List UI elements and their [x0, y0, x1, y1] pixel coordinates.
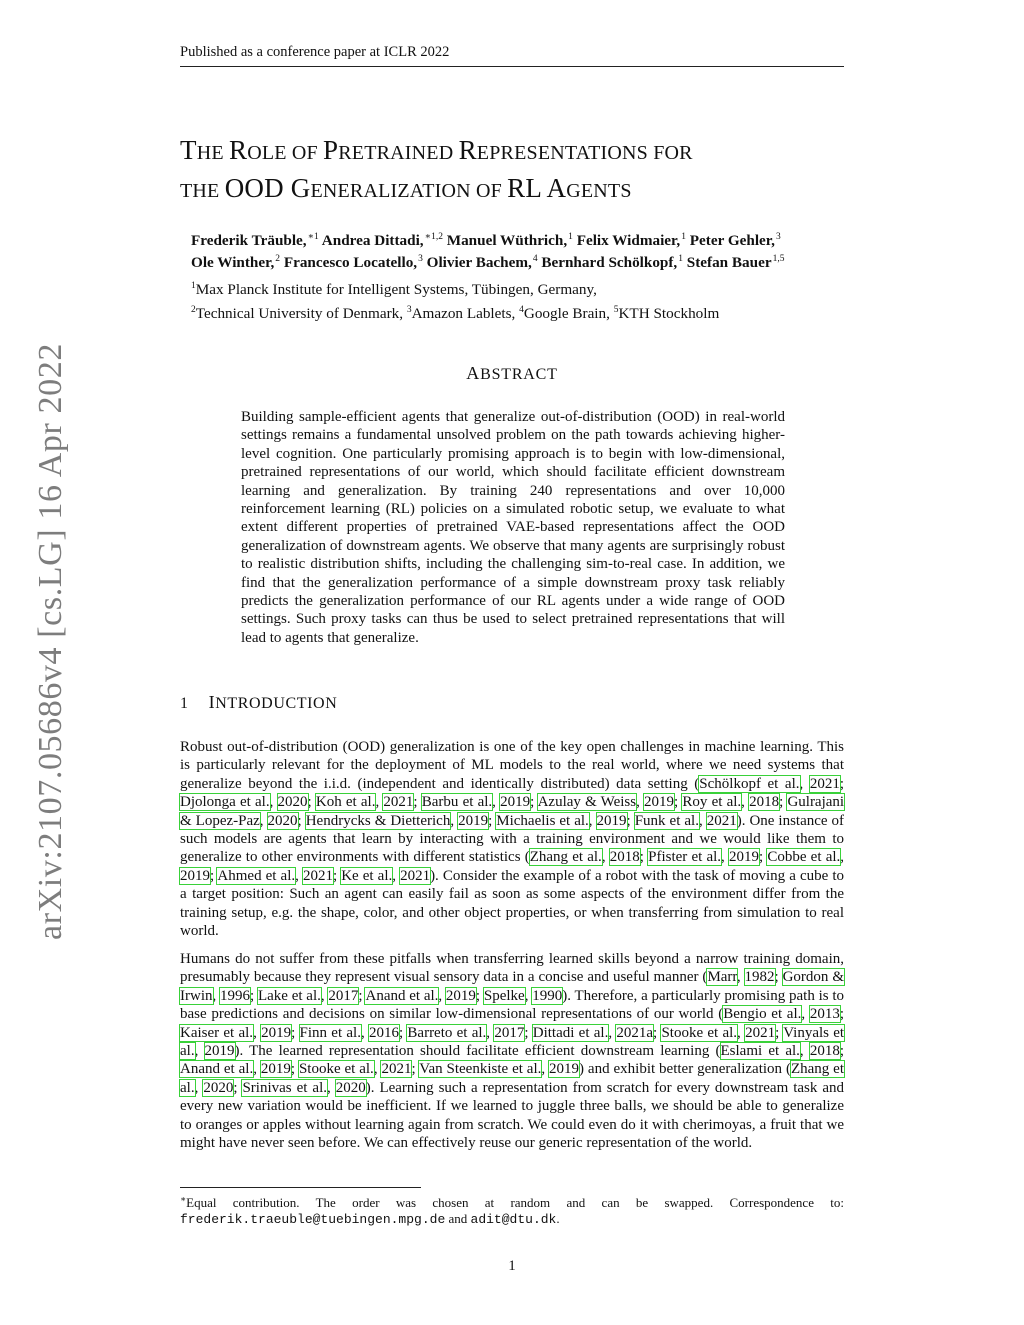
- paragraph-text: ). One instance of such models are agents that learn by interacting with a training environment and we would like them to generalize to other environments with different statistics (: [180, 812, 845, 866]
- paragraph-text: ;: [413, 794, 422, 811]
- citation-link[interactable]: Funk et al.: [634, 812, 699, 829]
- author-name: Peter Gehler,: [689, 232, 775, 249]
- citation-link[interactable]: Michaelis et al.: [496, 812, 589, 829]
- affil-mark: 1: [191, 281, 196, 291]
- citation-link[interactable]: 2018: [749, 794, 780, 811]
- paragraph-text: ,: [799, 775, 810, 792]
- affil-text: Max Planck Institute for Intelligent Systems, Tübingen, Germany,: [195, 281, 597, 298]
- email-link-1[interactable]: frederik.traeuble@tuebingen.mpg.de: [180, 1212, 446, 1227]
- intro-paragraph-1: [180, 738, 844, 940]
- paragraph-text: ,: [636, 794, 645, 811]
- affil-mark: 4: [519, 305, 524, 315]
- citation-link[interactable]: Hendrycks & Dietterich: [305, 812, 451, 829]
- paragraph-text: ;: [250, 987, 258, 1004]
- author-name: Ole Winther,: [191, 254, 275, 271]
- author-affil-mark: 1: [568, 232, 573, 242]
- paragraph-text: ,: [840, 849, 845, 866]
- paragraph-text: ;: [233, 1079, 243, 1096]
- citation-link[interactable]: Spelke: [483, 987, 525, 1004]
- affil-text: Amazon Lablets,: [411, 305, 520, 322]
- citation-link[interactable]: 2019: [204, 1043, 235, 1060]
- paragraph-text: ). Consider the example of a robot with the task of moving a cube to a target position: Such an agent can easily fail as soon as some aspects of the environment differ from the training setup, e.g. the shape, color, and other object properties, or when transferring from simulation to real world.: [180, 867, 845, 940]
- title-part: R: [228, 135, 248, 165]
- paragraph-text: ,: [295, 867, 303, 884]
- affiliations: [191, 276, 719, 324]
- affil-text: Technical University of Denmark,: [195, 305, 407, 322]
- paragraph-text: ,: [253, 1024, 262, 1041]
- paragraph-text: ;: [307, 794, 316, 811]
- paragraph-text: ,: [375, 794, 384, 811]
- section-title-part: NTRODUCTION: [215, 695, 338, 712]
- author-name: Olivier Bachem,: [426, 254, 532, 271]
- citation-link[interactable]: Djolonga et al.: [180, 794, 270, 811]
- title-part: OLE OF: [247, 142, 324, 164]
- intro-paragraph-2: [180, 950, 844, 1152]
- citation-link[interactable]: Srinivas et al.: [242, 1079, 327, 1096]
- paragraph-text: ;: [839, 775, 844, 792]
- paragraph-text: ;: [332, 867, 342, 884]
- citation-link[interactable]: 2013: [809, 1006, 840, 1023]
- footnote: [180, 1191, 844, 1228]
- citation-link[interactable]: Ahmed et al.: [217, 867, 296, 884]
- paragraph-text: ;: [210, 867, 218, 884]
- citation-link[interactable]: Zhang et al.: [529, 849, 602, 866]
- paragraph-text: ;: [775, 1024, 784, 1041]
- citation-link[interactable]: Bengio et al.: [723, 1006, 802, 1023]
- paragraph-text: ;: [774, 969, 783, 986]
- paragraph-text: ;: [674, 794, 683, 811]
- author-line-2: [191, 250, 861, 272]
- paragraph-text: ;: [653, 1024, 662, 1041]
- citation-link[interactable]: 2021: [383, 794, 414, 811]
- paragraph-text: ;: [839, 1043, 845, 1060]
- author-line-1: [191, 228, 861, 250]
- citation-link[interactable]: Roy et al.: [682, 794, 742, 811]
- citation-link[interactable]: 2021: [745, 1024, 776, 1041]
- citation-link[interactable]: Zhang et al.: [180, 1061, 845, 1096]
- paragraph-text: ). The learned representation should facilitate efficient downstream learning (: [234, 1043, 721, 1060]
- citation-link[interactable]: 2019: [261, 1024, 292, 1041]
- citation-link[interactable]: 2021: [809, 775, 840, 792]
- title-part: T: [180, 135, 197, 165]
- title-part: GENTS: [566, 180, 632, 202]
- paragraph-text: ,: [486, 1024, 495, 1041]
- paragraph-text: ,: [194, 1079, 204, 1096]
- paragraph-text: ;: [639, 849, 649, 866]
- author-name: Frederik Träuble,: [191, 232, 307, 249]
- author-affil-mark: 3: [418, 254, 423, 264]
- title-line-1: [180, 133, 880, 171]
- paragraph-text: ,: [373, 1061, 382, 1078]
- footnote-and: and: [445, 1211, 471, 1226]
- citation-link[interactable]: Stooke et al.: [298, 1061, 374, 1078]
- abstract-heading-part: A: [466, 363, 481, 383]
- citation-link[interactable]: Ke et al.: [341, 867, 393, 884]
- paper-title: [180, 133, 880, 209]
- title-part: HE: [196, 142, 229, 164]
- paragraph-text: ,: [392, 867, 401, 884]
- citation-link[interactable]: Cobbe et al.: [767, 849, 841, 866]
- paragraph-text: ,: [601, 849, 610, 866]
- citation-link[interactable]: 1982: [744, 969, 775, 986]
- affiliation-line-2: [191, 300, 719, 324]
- author-name: Bernhard Schölkopf,: [541, 254, 678, 271]
- paragraph-text: Robust out-of-distribution (OOD) generalization is one of the key open challenges in machine learning. This is particularly relevant for the deployment of ML models to the real world, where we need systems that generalize beyond the i.i.d. (independent and identically distributed) data setting (: [180, 739, 844, 792]
- paragraph-text: ,: [736, 969, 745, 986]
- paragraph-text: ;: [530, 794, 538, 811]
- citation-link[interactable]: 2019: [180, 867, 210, 884]
- paragraph-text: ,: [737, 1024, 746, 1041]
- title-part: RL A: [507, 173, 567, 203]
- title-part: R: [458, 135, 477, 165]
- citation-link[interactable]: 2019: [260, 1061, 291, 1078]
- paragraph-text: ;: [758, 849, 768, 866]
- paragraph-text: ,: [438, 987, 446, 1004]
- paragraph-text: ;: [524, 1024, 533, 1041]
- citation-link[interactable]: Azulay & Weiss: [537, 794, 637, 811]
- title-line-2: [180, 171, 880, 209]
- author-affil-mark: ∗1,2: [424, 232, 443, 242]
- paragraph-text: ;: [488, 812, 497, 829]
- abstract-body: Building sample-efficient agents that generalize out-of-distribution (OOD) in real-world settings remains a fundamental unsolved problem on the path towards achieving higher-level cognition. One particularly promising approach is to begin with low-dimensional, pretrained representations of our world, which should facilitate efficient downstream learning and generalization. By training 240 representations and over 10,000 reinforcement learning (RL) policies on a simulated robotic setup, we evaluate to what extent different properties of pretrained VAE-based representations affect the OOD generalization of downstream agents. We observe that many agents are surprisingly robust to realistic distribution shifts, including the challenging sim-to-real case. In addition, we find that the generalization performance of a simple downstream proxy task reliably predicts the generalization performance of our RL agents under a wide range of OOD settings. Such proxy tasks can thus be used to select pretrained representations that will lead to agents that generalize.: [241, 409, 785, 646]
- paragraph-text: ;: [398, 1024, 408, 1041]
- author-list: [191, 228, 861, 272]
- affil-mark: 3: [406, 305, 412, 315]
- author-affil-mark: 3: [775, 232, 781, 242]
- citation-link[interactable]: Lake et al.: [257, 987, 321, 1004]
- paragraph-text: ,: [741, 794, 750, 811]
- citation-link[interactable]: Schölkopf et al.: [699, 775, 800, 792]
- citation-link[interactable]: 2019: [458, 812, 489, 829]
- title-part: ENERALIZATION OF: [310, 180, 508, 202]
- title-part: P: [323, 135, 339, 165]
- citation-link[interactable]: 1996: [220, 987, 251, 1004]
- abstract-heading-part: BSTRACT: [480, 366, 558, 383]
- paragraph-text: ;: [290, 1061, 299, 1078]
- citation-link[interactable]: Van Steenkiste et al.: [419, 1061, 542, 1078]
- paragraph-text: ,: [801, 1006, 810, 1023]
- paragraph-text: ,: [799, 1043, 810, 1060]
- citation-link[interactable]: Gordon & Irwin: [180, 969, 845, 1004]
- author-name: Felix Widmaier,: [576, 232, 681, 249]
- author-name: Francesco Locatello,: [283, 254, 418, 271]
- paragraph-text: Humans do not suffer from these pitfalls when transferring learned skills beyond a narrow training domain, presumably because they represent visual sensory data in a concise and useful manner (: [180, 951, 844, 986]
- citation-link[interactable]: 2019: [728, 849, 759, 866]
- paragraph-text: ,: [450, 812, 459, 829]
- citation-link[interactable]: Kaiser et al.: [180, 1024, 254, 1041]
- citation-link[interactable]: 2021: [706, 812, 737, 829]
- author-name: Andrea Dittadi,: [321, 232, 424, 249]
- abstract-heading: [0, 363, 1024, 384]
- citation-link[interactable]: 2019: [445, 987, 476, 1004]
- citation-link[interactable]: 2017: [494, 1024, 525, 1041]
- paragraph-text: ,: [360, 1024, 369, 1041]
- author-affil-mark: 1: [678, 254, 683, 264]
- paragraph-text: ) and exhibit better generalization (: [579, 1061, 791, 1078]
- citation-link[interactable]: 2021a: [616, 1024, 654, 1041]
- citation-link[interactable]: Koh et al.: [315, 794, 376, 811]
- author-affil-mark: 2: [275, 254, 281, 264]
- author-affil-mark: ∗1: [307, 232, 319, 242]
- citation-link[interactable]: 1990: [532, 987, 563, 1004]
- paragraph-text: ;: [839, 1006, 845, 1023]
- paragraph-text: ,: [320, 987, 329, 1004]
- paragraph-text: ;: [411, 1061, 420, 1078]
- citation-link[interactable]: 2021: [400, 867, 431, 884]
- affil-mark: 2: [191, 305, 196, 315]
- affil-mark: 5: [613, 305, 619, 315]
- title-part: OOD G: [224, 173, 311, 203]
- author-name: Manuel Wüthrich,: [446, 232, 568, 249]
- paragraph-text: ,: [269, 794, 278, 811]
- paragraph-text: ,: [212, 987, 221, 1004]
- paragraph-text: ,: [541, 1061, 550, 1078]
- citation-link[interactable]: 2018: [609, 849, 640, 866]
- paragraph-text: ;: [297, 812, 306, 829]
- citation-link[interactable]: 2020: [277, 794, 308, 811]
- citation-link[interactable]: Gulrajani & Lopez-Paz: [180, 794, 845, 829]
- paragraph-text: ,: [698, 812, 707, 829]
- citation-link[interactable]: 2021: [381, 1061, 412, 1078]
- author-affil-mark: 1: [681, 232, 686, 242]
- paragraph-text: ;: [358, 987, 366, 1004]
- paragraph-text: ,: [588, 812, 597, 829]
- paragraph-text: ,: [327, 1079, 336, 1096]
- citation-link[interactable]: Eslami et al.: [720, 1043, 800, 1060]
- paragraph-text: ,: [524, 987, 533, 1004]
- citation-link[interactable]: 2019: [549, 1061, 580, 1078]
- citation-link[interactable]: Dittadi et al.: [532, 1024, 609, 1041]
- paragraph-text: ,: [492, 794, 501, 811]
- citation-link[interactable]: Anand et al.: [180, 1061, 254, 1078]
- citation-link[interactable]: 2019: [644, 794, 675, 811]
- citation-link[interactable]: Anand et al.: [365, 987, 439, 1004]
- email-link-2[interactable]: adit@dtu.dk: [470, 1212, 557, 1227]
- paragraph-text: ,: [259, 812, 268, 829]
- author-name: Stefan Bauer: [686, 254, 772, 271]
- paragraph-text: ). Therefore, a particularly promising path is to base predictions and decisions on similar low-dimensional representations of our world (: [180, 987, 845, 1023]
- footnote-text: Equal contribution. The order was chosen at random and can be swapped. Correspondence to:: [186, 1195, 844, 1210]
- running-header: Published as a conference paper at ICLR 2022: [180, 44, 450, 60]
- citation-link[interactable]: 2019: [500, 794, 531, 811]
- paragraph-text: ,: [194, 1043, 205, 1060]
- paragraph-text: ;: [475, 987, 484, 1004]
- title-part: RETRAINED: [338, 142, 459, 164]
- affiliation-line-1: [191, 276, 719, 300]
- citation-link[interactable]: 2020: [335, 1079, 366, 1096]
- affil-text: KTH Stockholm: [618, 305, 720, 322]
- section-heading-introduction: [180, 692, 337, 713]
- paragraph-text: ,: [721, 849, 729, 866]
- arxiv-stamp: arXiv:2107.05686v4 [cs.LG] 16 Apr 2022: [32, 343, 69, 940]
- paragraph-text: ,: [253, 1061, 261, 1078]
- footnote-end: .: [556, 1211, 560, 1226]
- citation-link[interactable]: Finn et al.: [299, 1024, 361, 1041]
- citation-link[interactable]: 2020: [203, 1079, 234, 1096]
- paragraph-text: ;: [291, 1024, 300, 1041]
- footnote-mark: ∗: [180, 1194, 187, 1204]
- affil-text: Google Brain,: [523, 305, 614, 322]
- author-affil-mark: 1,5: [772, 254, 785, 264]
- section-title-part: I: [208, 692, 216, 712]
- citation-link[interactable]: Stooke et al.: [661, 1024, 738, 1041]
- citation-link[interactable]: 2016: [368, 1024, 399, 1041]
- citation-link[interactable]: Barreto et al.: [407, 1024, 487, 1041]
- citation-link[interactable]: Pfister et al.: [648, 849, 722, 866]
- citation-link[interactable]: Vinyals et al.: [180, 1024, 845, 1060]
- paragraph-text: ;: [626, 812, 635, 829]
- page-number: 1: [508, 1258, 516, 1274]
- citation-link[interactable]: 2017: [328, 987, 359, 1004]
- citation-link[interactable]: 2018: [809, 1043, 840, 1060]
- citation-link[interactable]: 2020: [267, 812, 298, 829]
- title-part: THE: [180, 180, 225, 202]
- paragraph-text: ). Learning such a representation from scratch for every downstream task and every new variation would be inefficient. If we learned to juggle three balls, we should be able to generalize to oranges or apples without learning again from scratch. We could even do it with cherimoyas, a fruit that we might have never seen before. We can effectively reuse our generic representation of the world.: [180, 1079, 845, 1152]
- paragraph-text: ,: [608, 1024, 617, 1041]
- author-affil-mark: 4: [532, 254, 538, 264]
- citation-link[interactable]: 2021: [302, 867, 333, 884]
- paragraph-text: ;: [779, 794, 788, 811]
- citation-link[interactable]: 2019: [596, 812, 627, 829]
- citation-link[interactable]: Barbu et al.: [421, 794, 493, 811]
- footnote-rule: [180, 1187, 421, 1188]
- title-part: EPRESENTATIONS FOR: [476, 142, 693, 164]
- citation-link[interactable]: Marr: [707, 969, 737, 986]
- section-number: 1: [180, 695, 189, 712]
- header-rule: [180, 66, 844, 67]
